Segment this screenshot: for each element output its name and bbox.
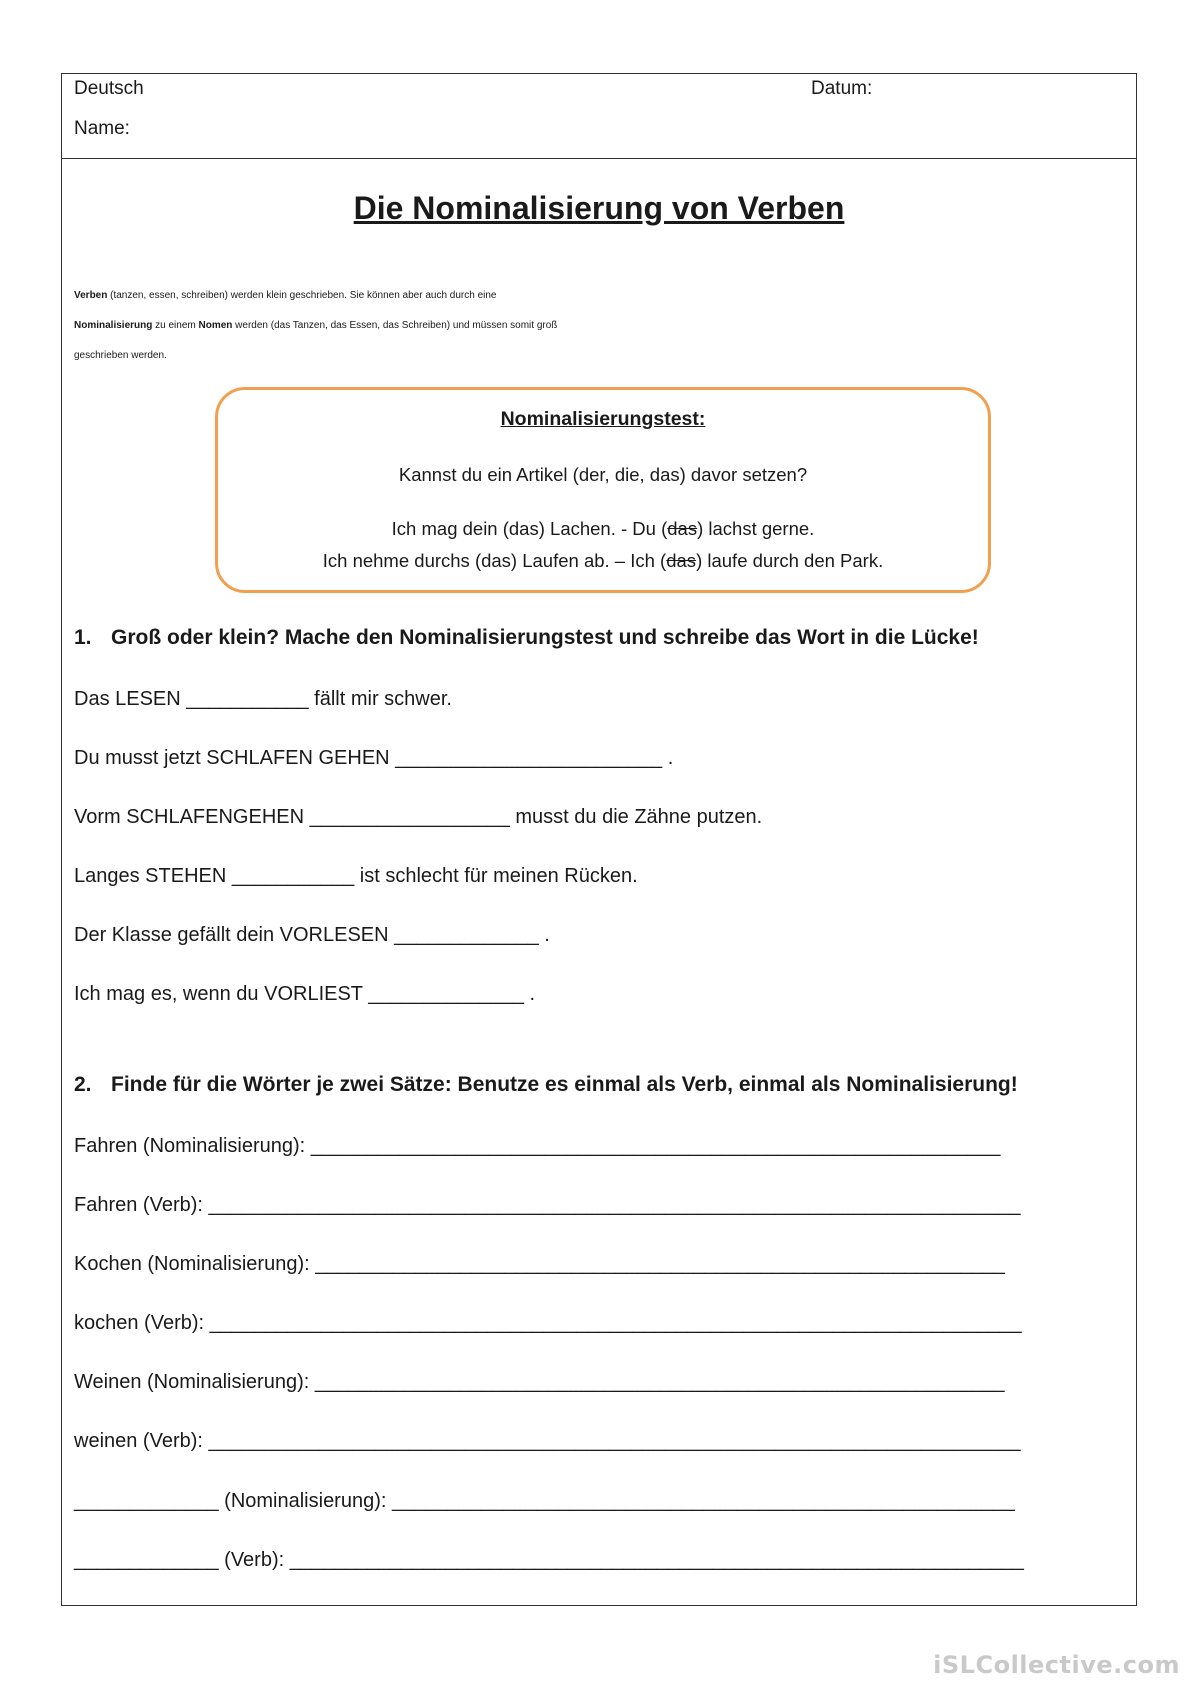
task-1-heading: [74, 626, 979, 650]
task-2-exercise-line[interactable]: Kochen (Nominalisierung): ______________________________________________________________: [74, 1253, 1005, 1275]
test-box-title: Nominalisierungstest:: [500, 408, 706, 430]
example-1-part-a: Ich mag dein (das) Lachen. - Du (: [391, 518, 668, 539]
task-1-exercise-line[interactable]: Der Klasse gefällt dein VORLESEN _____________ .: [74, 924, 550, 946]
task-2-heading: [74, 1073, 1018, 1097]
intro-text-1: (tanzen, essen, schreiben) werden klein geschrieben. Sie können aber auch durch eine: [107, 290, 497, 301]
test-box-question: Kannst du ein Artikel (der, die, das) davor setzen?: [398, 464, 808, 485]
intro-bold-nominalisierung: Nominalisierung: [74, 320, 153, 331]
worksheet-header: [62, 74, 1136, 159]
intro-paragraph: [74, 281, 1126, 371]
intro-text-3: werden (das Tanzen, das Essen, das Schreiben) und müssen somit groß: [232, 320, 558, 331]
task-2-exercise-line[interactable]: Fahren (Nominalisierung): ______________________________________________________________: [74, 1135, 1001, 1157]
task-2-exercise-line[interactable]: _____________ (Nominalisierung): ________________________________________________________: [74, 1490, 1015, 1512]
task-1-exercise-line[interactable]: Das LESEN ___________ fällt mir schwer.: [74, 688, 452, 710]
watermark-logo: iSLCollective.com: [933, 1651, 1180, 1679]
example-1-part-b: ) lachst gerne.: [697, 518, 815, 539]
task-2-exercise-line[interactable]: _____________ (Verb): __________________________________________________________________: [74, 1549, 1024, 1571]
intro-text-4: geschrieben werden.: [74, 350, 167, 361]
worksheet: [61, 73, 1137, 1606]
task-1-number: 1.: [74, 626, 92, 649]
task-2-exercise-line[interactable]: weinen (Verb): _________________________________________________________________________: [74, 1430, 1021, 1452]
nominalization-test-box: [215, 387, 991, 593]
page-title: Die Nominalisierung von Verben: [353, 190, 845, 226]
example-1-struck-article: das: [667, 518, 698, 539]
subject-label: Deutsch: [74, 78, 144, 99]
test-box-example-2: [218, 550, 988, 572]
intro-bold-nomen: Nomen: [198, 320, 233, 331]
intro-bold-verben: Verben: [74, 290, 108, 301]
date-field: Datum:: [811, 78, 873, 99]
task-2-exercise-line[interactable]: Weinen (Nominalisierung): ______________________________________________________________: [74, 1371, 1005, 1393]
task-2-number: 2.: [74, 1073, 92, 1096]
task-1-exercise-line[interactable]: Langes STEHEN ___________ ist schlecht für meinen Rücken.: [74, 865, 638, 887]
task-2-instruction: Finde für die Wörter je zwei Sätze: Benutze es einmal als Verb, einmal als Nominalisierung!: [111, 1073, 1018, 1096]
task-2-exercise-line[interactable]: Fahren (Verb): _________________________________________________________________________: [74, 1194, 1021, 1216]
task-1-exercise-line[interactable]: Ich mag es, wenn du VORLIEST ______________ .: [74, 983, 536, 1005]
name-field: Name:: [74, 118, 130, 139]
example-2-part-b: ) laufe durch den Park.: [696, 550, 884, 571]
intro-text-2: zu einem: [152, 320, 199, 331]
example-2-part-a: Ich nehme durchs (das) Laufen ab. – Ich (: [322, 550, 667, 571]
task-1-exercise-line[interactable]: Vorm SCHLAFENGEHEN __________________ musst du die Zähne putzen.: [74, 806, 763, 828]
example-2-struck-article: das: [666, 550, 697, 571]
task-1-exercise-line[interactable]: Du musst jetzt SCHLAFEN GEHEN ________________________ .: [74, 747, 674, 769]
task-2-exercise-line[interactable]: kochen (Verb): _________________________________________________________________________: [74, 1312, 1022, 1334]
task-1-instruction: Groß oder klein? Mache den Nominalisierungstest und schreibe das Wort in die Lücke!: [111, 626, 979, 649]
test-box-example-1: [218, 518, 988, 540]
